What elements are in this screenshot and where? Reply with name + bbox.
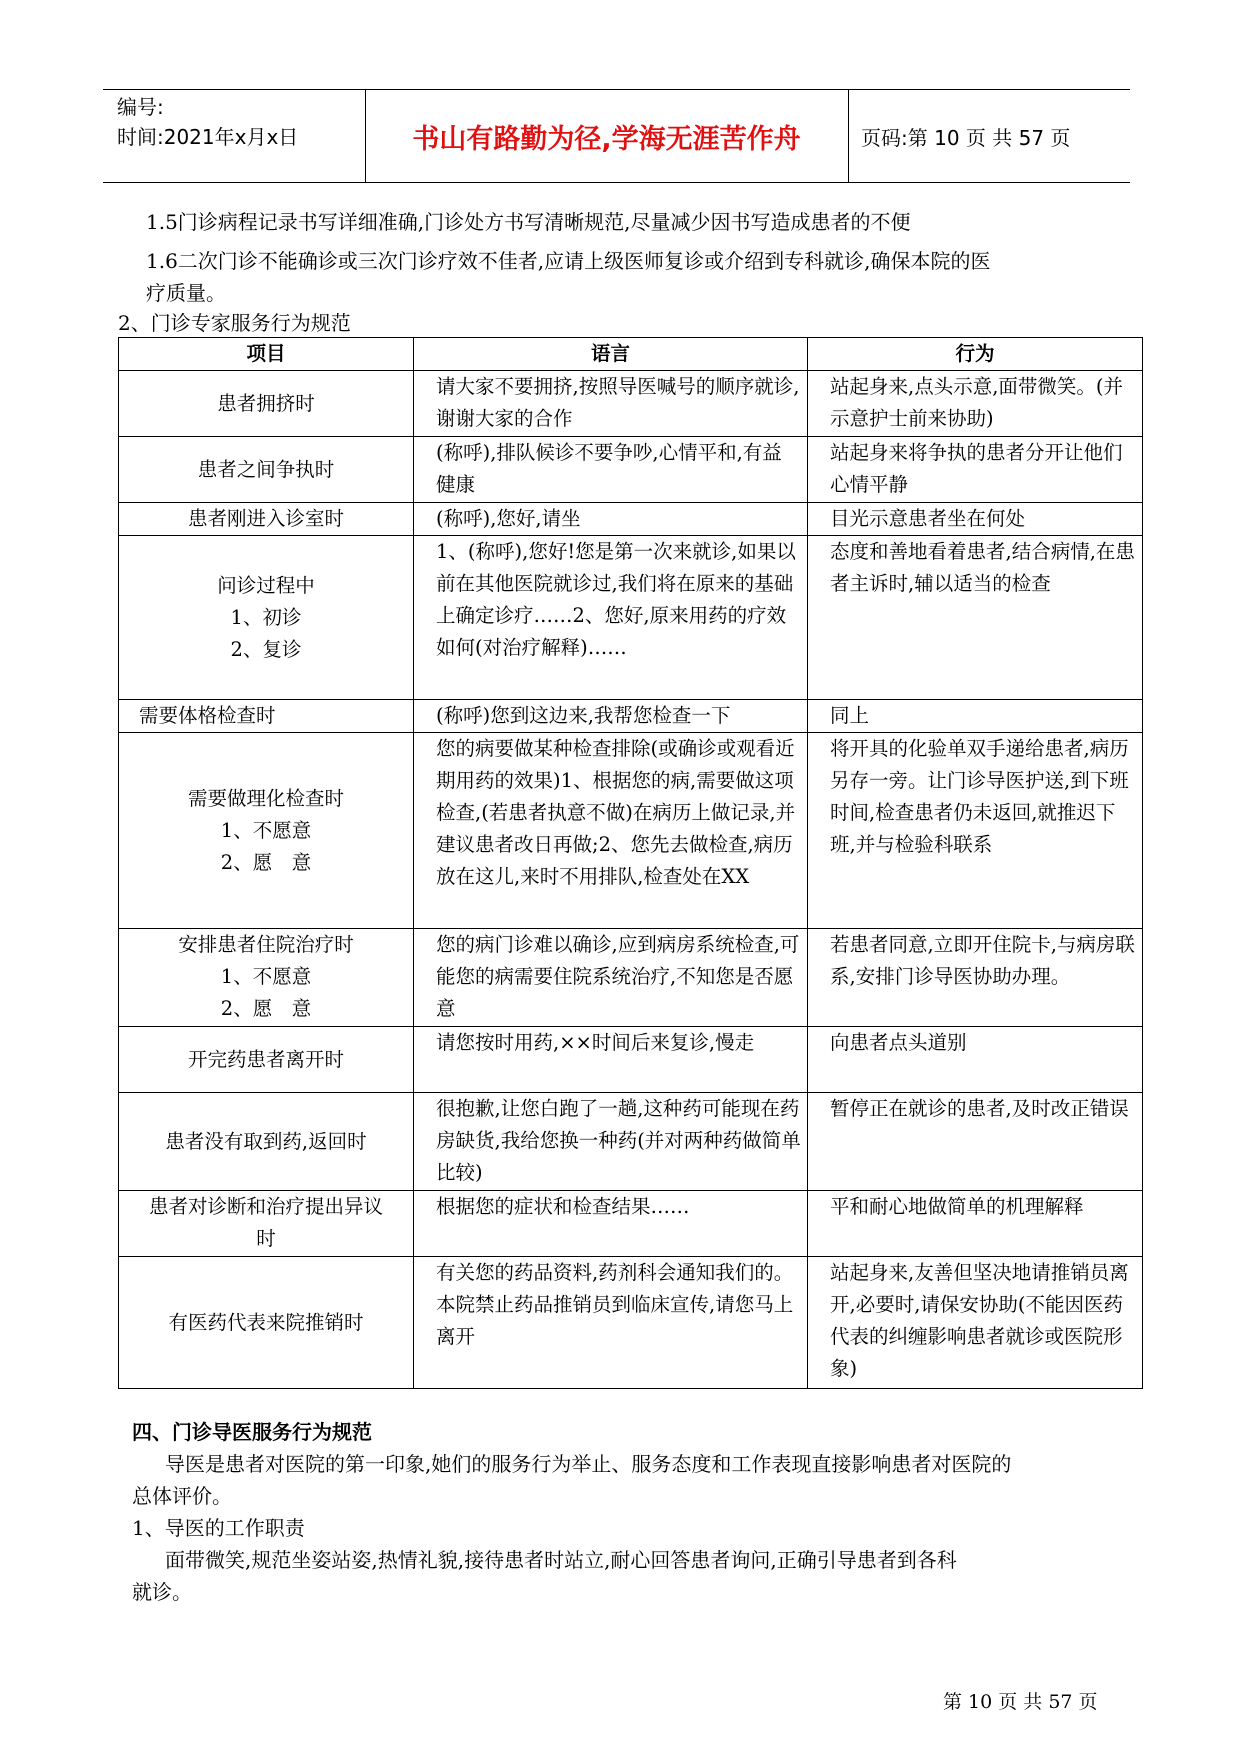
row-item: 需要体格检查时: [119, 700, 414, 733]
row-action: 暂停正在就诊的患者,及时改正错误: [808, 1093, 1143, 1191]
row-action: 站起身来将争执的患者分开让他们心情平静: [808, 437, 1143, 503]
table-header-row: [119, 338, 1143, 371]
table-row: [119, 536, 1143, 700]
document-number-label: 编号:: [117, 95, 164, 119]
column-header-item: 项目: [119, 338, 414, 371]
document-time-label: 时间:2021年x月x日: [117, 125, 299, 149]
header-divider: [848, 90, 849, 182]
section-4-para-2b: 就诊。: [132, 1580, 192, 1604]
row-speech: 很抱歉,让您白跑了一趟,这种药可能现在药房缺货,我给您换一种药(并对两种药做简单比较): [414, 1093, 808, 1191]
section-4-subtitle-1: 1、导医的工作职责: [132, 1516, 305, 1540]
table-row: [119, 1027, 1143, 1093]
row-speech: 请大家不要拥挤,按照导医喊号的顺序就诊,谢谢大家的合作: [414, 371, 808, 437]
page-header: [103, 89, 1130, 183]
row-item: 患者没有取到药,返回时: [119, 1093, 414, 1191]
row-action: 平和耐心地做简单的机理解释: [808, 1191, 1143, 1257]
header-page-info: 页码:第 10 页 共 57 页: [861, 125, 1071, 150]
row-item: 患者刚进入诊室时: [119, 503, 414, 536]
table-row: [119, 1191, 1143, 1257]
row-action: 站起身来,点头示意,面带微笑。(并示意护士前来协助): [808, 371, 1143, 437]
table-row: [119, 1257, 1143, 1389]
row-speech: (称呼),您好,请坐: [414, 503, 808, 536]
column-header-speech: 语言: [414, 338, 808, 371]
row-speech: (称呼)您到这边来,我帮您检查一下: [414, 700, 808, 733]
row-speech: 您的病门诊难以确诊,应到病房系统检查,可能您的病需要住院系统治疗,不知您是否愿意: [414, 929, 808, 1027]
row-item: 安排患者住院治疗时 1、不愿意 2、愿 意: [119, 929, 414, 1027]
row-action: 站起身来,友善但坚决地请推销员离开,必要时,请保安协助(不能因医药代表的纠缠影响患者就诊或医院形象): [808, 1257, 1143, 1389]
header-motto: 书山有路勤为径,学海无涯苦作舟: [412, 123, 801, 155]
column-header-action: 行为: [808, 338, 1143, 371]
table-row: [119, 503, 1143, 536]
row-action: 向患者点头道别: [808, 1027, 1143, 1093]
service-rules-table: [118, 337, 1143, 1389]
row-speech: 您的病要做某种检查排除(或确诊或观看近期用药的效果)1、根据您的病,需要做这项检查,(若患者执意不做)在病历上做记录,并建议患者改日再做;2、您先去做检查,病历放在这儿,来时不用排队,检查处在XX: [414, 733, 808, 929]
row-speech: 有关您的药品资料,药剂科会通知我们的。本院禁止药品推销员到临床宣传,请您马上离开: [414, 1257, 808, 1389]
table-row: [119, 371, 1143, 437]
row-item: 开完药患者离开时: [119, 1027, 414, 1093]
row-action: 将开具的化验单双手递给患者,病历另存一旁。让门诊导医护送,到下班时间,检查患者仍未返回,就推迟下班,并与检验科联系: [808, 733, 1143, 929]
table-row: [119, 1093, 1143, 1191]
row-item: 患者对诊断和治疗提出异议时: [119, 1191, 414, 1257]
intro-line-2b: 疗质量。: [146, 281, 226, 305]
header-meta: [117, 92, 298, 152]
table-section-title: 2、门诊专家服务行为规范: [118, 311, 351, 335]
section-4-para-2a: 面带微笑,规范坐姿站姿,热情礼貌,接待患者时站立,耐心回答患者询问,正确引导患者到各科: [165, 1548, 957, 1572]
table-row: [119, 437, 1143, 503]
row-action: 态度和善地看着患者,结合病情,在患者主诉时,辅以适当的检查: [808, 536, 1143, 700]
table-row: [119, 929, 1143, 1027]
section-4-para-1a: 导医是患者对医院的第一印象,她们的服务行为举止、服务态度和工作表现直接影响患者对医院的: [165, 1452, 1012, 1476]
row-item: 问诊过程中 1、初诊 2、复诊: [119, 536, 414, 700]
row-item: 有医药代表来院推销时: [119, 1257, 414, 1389]
row-action: 若患者同意,立即开住院卡,与病房联系,安排门诊导医协助办理。: [808, 929, 1143, 1027]
row-speech: 请您按时用药,××时间后来复诊,慢走: [414, 1027, 808, 1093]
table-row: [119, 733, 1143, 929]
row-speech: 根据您的症状和检查结果……: [414, 1191, 808, 1257]
table-row: [119, 700, 1143, 733]
row-item: 患者拥挤时: [119, 371, 414, 437]
section-4-para-1b: 总体评价。: [132, 1484, 232, 1508]
row-action: 同上: [808, 700, 1143, 733]
intro-line-1: 1.5门诊病程记录书写详细准确,门诊处方书写清晰规范,尽量减少因书写造成患者的不便: [146, 210, 911, 234]
intro-line-2a: 1.6二次门诊不能确诊或三次门诊疗效不佳者,应请上级医师复诊或介绍到专科就诊,确保本院的医: [146, 249, 991, 273]
row-item: 患者之间争执时: [119, 437, 414, 503]
row-item: 需要做理化检查时 1、不愿意 2、愿 意: [119, 733, 414, 929]
page-footer: 第 10 页 共 57 页: [943, 1691, 1098, 1713]
row-speech: (称呼),排队候诊不要争吵,心情平和,有益健康: [414, 437, 808, 503]
row-action: 目光示意患者坐在何处: [808, 503, 1143, 536]
row-speech: 1、(称呼),您好!您是第一次来就诊,如果以前在其他医院就诊过,我们将在原来的基础上确定诊疗……2、您好,原来用药的疗效如何(对治疗解释)……: [414, 536, 808, 700]
section-4-title: 四、门诊导医服务行为规范: [132, 1420, 372, 1444]
